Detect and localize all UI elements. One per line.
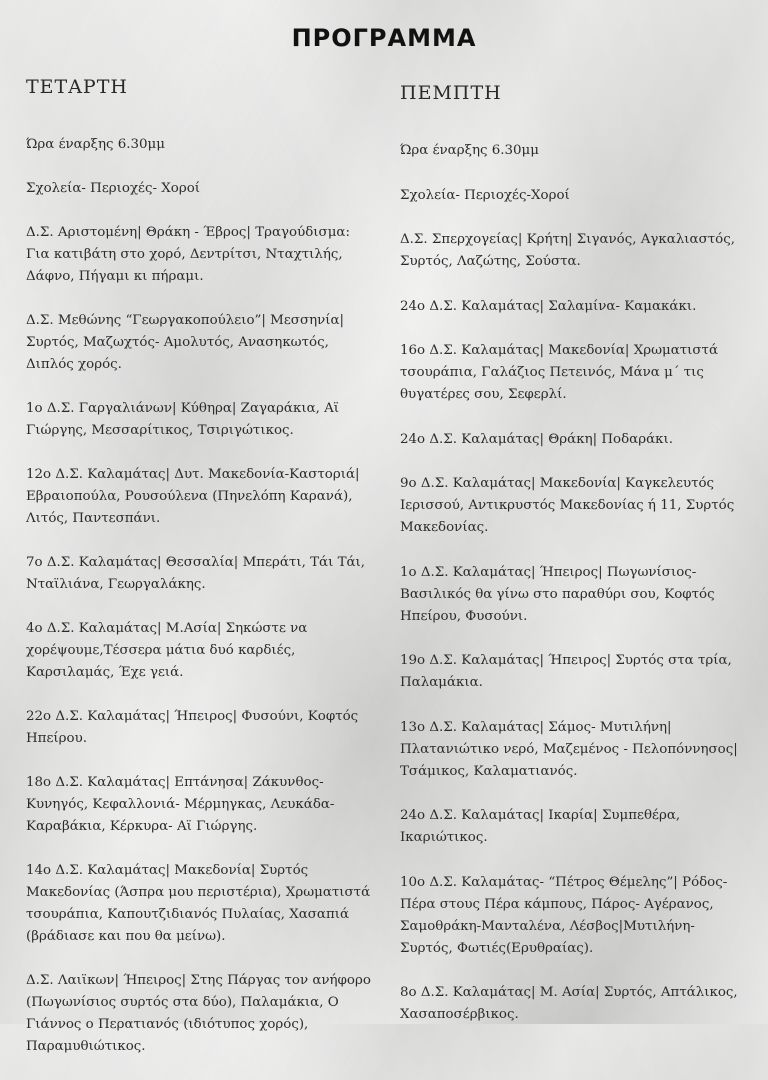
program-entry: 9ο Δ.Σ. Καλαμάτας| Μακεδονία| Καγκελευτός Ιερισσού, Αντικρυστός Μακεδονίας ή 11, Συρτός Μακεδονίας.	[400, 476, 735, 535]
program-entry: Δ.Σ. Μεθώνης “Γεωργακοπούλειο”| Μεσσηνία| Συρτός, Μαζωχτός- Αμολυτός, Ανασηκωτός, Διπλός χορός.	[26, 313, 345, 372]
program-entry: 12ο Δ.Σ. Καλαμάτας| Δυτ. Μακεδονία-Καστοριά| Εβραιοπούλα, Ρουσούλενα (Πηνελόπη Καρανά), Λιτός, Παντεσπάνι.	[26, 467, 360, 526]
program-entry: 22ο Δ.Σ. Καλαμάτας| Ήπειρος| Φυσούνι, Κοφτός Ηπείρου.	[26, 709, 359, 746]
start-time: Ώρα έναρξης 6.30μμ	[400, 143, 539, 158]
program-entry: 1ο Δ.Σ. Γαργαλιάνων| Κύθηρα| Ζαγαράκια, Αϊ Γιώργης, Μεσσαρίτικος, Τσιριγώτικος.	[26, 401, 340, 438]
program-entry: 7ο Δ.Σ. Καλαμάτας| Θεσσαλία| Μπεράτι, Τάι Τάι, Νταϊλιάνα, Γεωργαλάκης.	[26, 555, 366, 592]
thursday-entries	[400, 140, 746, 1049]
program-entry: 16ο Δ.Σ. Καλαμάτας| Μακεδονία| Χρωματιστά τσουράπια, Γαλάζιος Πετεινός, Μάνα μ΄ τις θυγατέρες σου, Σεφερλί.	[400, 343, 719, 402]
program-entry: 14ο Δ.Σ. Καλαμάτας| Μακεδονία| Συρτός Μακεδονίας (Άσπρα μου περιστέρια), Χρωματιστά τσουράπια, Καπουτζιδιανός Πυλαίας, Χασαπιά (βράδιασε και που θα μείνω).	[26, 863, 371, 944]
column-header: Σχολεία- Περιοχές-Χοροί	[400, 187, 570, 203]
program-entry: Δ.Σ. Αριστομένη| Θράκη - Έβρος| Τραγούδισμα: Για κατιβάτη στο χορό, Δεντρίτσι, Νταχτιλής, Δάφνο, Πήγαμι κι πήραμι.	[26, 225, 350, 284]
program-entry: Δ.Σ. Λαιϊκων| Ήπειρος| Στης Πάργας τον ανήφορο (Πωγωνίσιος συρτός στα δύο), Παλαμάκια, Ο Γιάννος ο Περατιανός (ιδιότυπος χορός), Παραμυθιώτικος.	[26, 973, 371, 1054]
program-entry: 10ο Δ.Σ. Καλαμάτας- “Πέτρος Θέμελης”| Ρόδος- Πέρα στους Πέρα κάμπους, Πάρος- Αγέρανος, Σαμοθράκη-Μανταλένα, Λέσβος|Μυτιλήνη- Συρτός, Φωτιές(Ερυθραίας).	[400, 874, 728, 956]
day-title-wednesday: ΤΕΤΑΡΤΗ	[26, 76, 128, 98]
program-entry: 18ο Δ.Σ. Καλαμάτας| Επτάνησα| Ζάκυνθος- Κυνηγός, Κεφαλλονιά- Μέρμηγκας, Λευκάδα- Καραβάκια, Κέρκυρα- Αϊ Γιώργης.	[26, 775, 335, 834]
page-title: ΠΡΟΓΡΑΜΜΑ	[291, 24, 477, 52]
program-entry: 4ο Δ.Σ. Καλαμάτας| Μ.Ασία| Σηκώστε να χορέψουμε,Τέσσερα μάτια δυό καρδιές, Καρσιλαμάς, Έχε γειά.	[26, 621, 308, 680]
program-entry: 24ο Δ.Σ. Καλαμάτας| Θράκη| Ποδαράκι.	[400, 431, 673, 447]
column-header: Σχολεία- Περιοχές- Χοροί	[26, 181, 201, 196]
day-title-thursday: ΠΕΜΠΤΗ	[400, 82, 502, 104]
program-entry: 13ο Δ.Σ. Καλαμάτας| Σάμος- Μυτιλήνη|Πλατανιώτικο νερό, Μαζεμένος - Πελοπόννησος| Τσάμικος, Καλαματιανός.	[400, 719, 738, 779]
program-entry: 24ο Δ.Σ. Καλαμάτας| Ικαρία| Συμπεθέρα, Ικαριώτικος.	[400, 808, 681, 845]
program-entry: Δ.Σ. Σπερχογείας| Κρήτη| Σιγανός, Αγκαλιαστός, Συρτός, Λαζώτης, Σούστα.	[400, 232, 735, 269]
program-entry: 19ο Δ.Σ. Καλαμάτας| Ήπειρος| Συρτός στα τρία, Παλαμάκια.	[400, 653, 732, 690]
program-entry: 8ο Δ.Σ. Καλαμάτας| Μ. Ασία| Συρτός, Απτάλικος, Χασαποσέρβικος.	[400, 985, 738, 1022]
start-time: Ώρα έναρξης 6.30μμ	[26, 137, 165, 152]
wednesday-entries	[26, 134, 372, 1080]
program-entry: 1ο Δ.Σ. Καλαμάτας| Ήπειρος| Πωγωνίσιος- Βασιλικός θα γίνω στο παραθύρι σου, Κοφτός Ηπείρου, Φυσούνι.	[400, 564, 715, 624]
program-entry: 24ο Δ.Σ. Καλαμάτας| Σαλαμίνα- Καμακάκι.	[400, 298, 697, 314]
